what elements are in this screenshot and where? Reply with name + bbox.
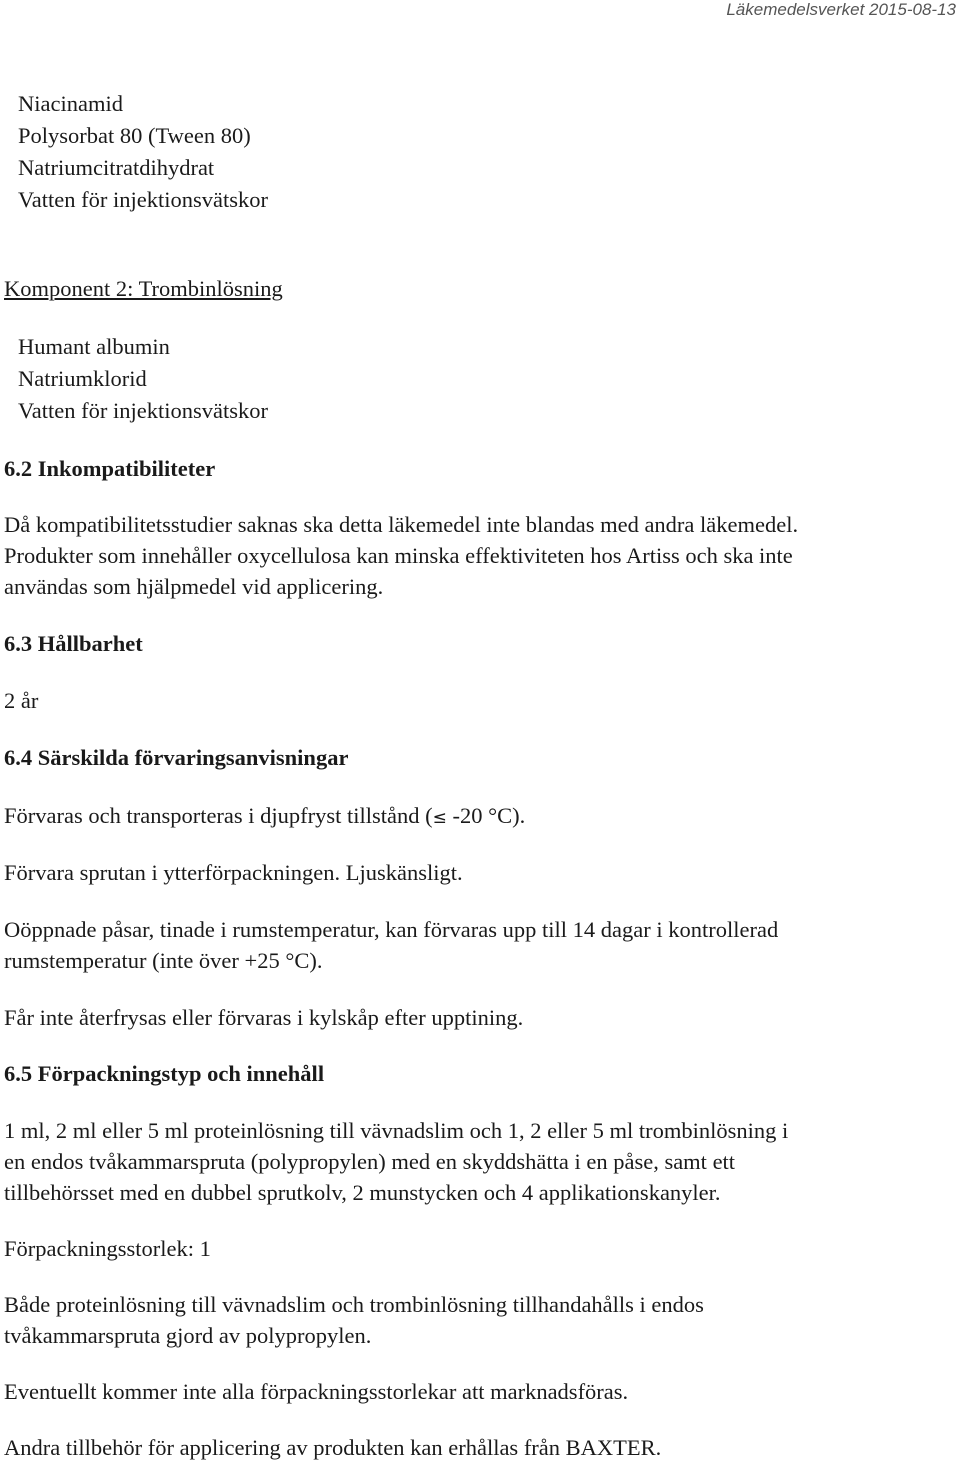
- less-equal-symbol: ≤: [432, 808, 447, 828]
- paragraph-line: tillbehörsset med en dubbel sprutkolv, 2 munstycken och 4 applikationskanyler.: [4, 1180, 721, 1205]
- storage-text-pre: Förvaras och transporteras i djupfryst tillstånd (: [4, 803, 433, 828]
- section-heading-6-5: 6.5 Förpackningstyp och innehåll: [4, 1061, 325, 1086]
- accessories-note: Andra tillbehör för applicering av produkten kan erhållas från BAXTER.: [4, 1435, 662, 1460]
- storage-paragraph-2: Förvara sprutan i ytterförpackningen. Ljuskänsligt.: [4, 860, 463, 885]
- storage-text-post: -20 °C).: [446, 803, 526, 828]
- page-header: Läkemedelsverket 2015-08-13: [726, 0, 956, 19]
- storage-paragraph-1: [4, 800, 525, 834]
- section-heading-6-3: 6.3 Hållbarhet: [4, 631, 143, 656]
- paragraph-line: Både proteinlösning till vävnadslim och trombinlösning tillhandahålls i endos: [4, 1292, 704, 1317]
- ingredient-item: Vatten för injektionsvätskor: [18, 398, 268, 423]
- ingredient-item: Natriumcitratdihydrat: [18, 155, 215, 180]
- paragraph-line: tvåkammarspruta gjord av polypropylen.: [4, 1323, 372, 1348]
- paragraph-line: en endos tvåkammarspruta (polypropylen) med en skyddshätta i en påse, samt ett: [4, 1149, 736, 1174]
- component-2-title: Komponent 2: Trombinlösning: [4, 276, 283, 301]
- shelf-life-text: 2 år: [4, 688, 39, 713]
- paragraph-line: Oöppnade påsar, tinade i rumstemperatur, kan förvaras upp till 14 dagar i kontrollerad: [4, 917, 779, 942]
- paragraph-line: användas som hjälpmedel vid applicering.: [4, 574, 384, 599]
- paragraph-line: Då kompatibilitetsstudier saknas ska detta läkemedel inte blandas med andra läkemedel.: [4, 512, 799, 537]
- storage-paragraph-4: Får inte återfrysas eller förvaras i kylskåp efter upptining.: [4, 1005, 524, 1030]
- paragraph-line: 1 ml, 2 ml eller 5 ml proteinlösning till vävnadslim och 1, 2 eller 5 ml trombinlösning i: [4, 1118, 789, 1143]
- section-heading-6-4: 6.4 Särskilda förvaringsanvisningar: [4, 745, 349, 770]
- ingredient-item: Polysorbat 80 (Tween 80): [18, 123, 251, 148]
- marketing-note: Eventuellt kommer inte alla förpackningsstorlekar att marknadsföras.: [4, 1379, 629, 1404]
- ingredient-item: Natriumklorid: [18, 366, 147, 391]
- ingredient-item: Niacinamid: [18, 91, 123, 116]
- section-heading-6-2: 6.2 Inkompatibiliteter: [4, 456, 216, 481]
- paragraph-line: Produkter som innehåller oxycellulosa kan minska effektiviteten hos Artiss och ska inte: [4, 543, 793, 568]
- ingredient-item: Humant albumin: [18, 334, 170, 359]
- paragraph-line: rumstemperatur (inte över +25 °C).: [4, 948, 323, 973]
- ingredient-item: Vatten för injektionsvätskor: [18, 187, 268, 212]
- package-size-text: Förpackningsstorlek: 1: [4, 1236, 211, 1261]
